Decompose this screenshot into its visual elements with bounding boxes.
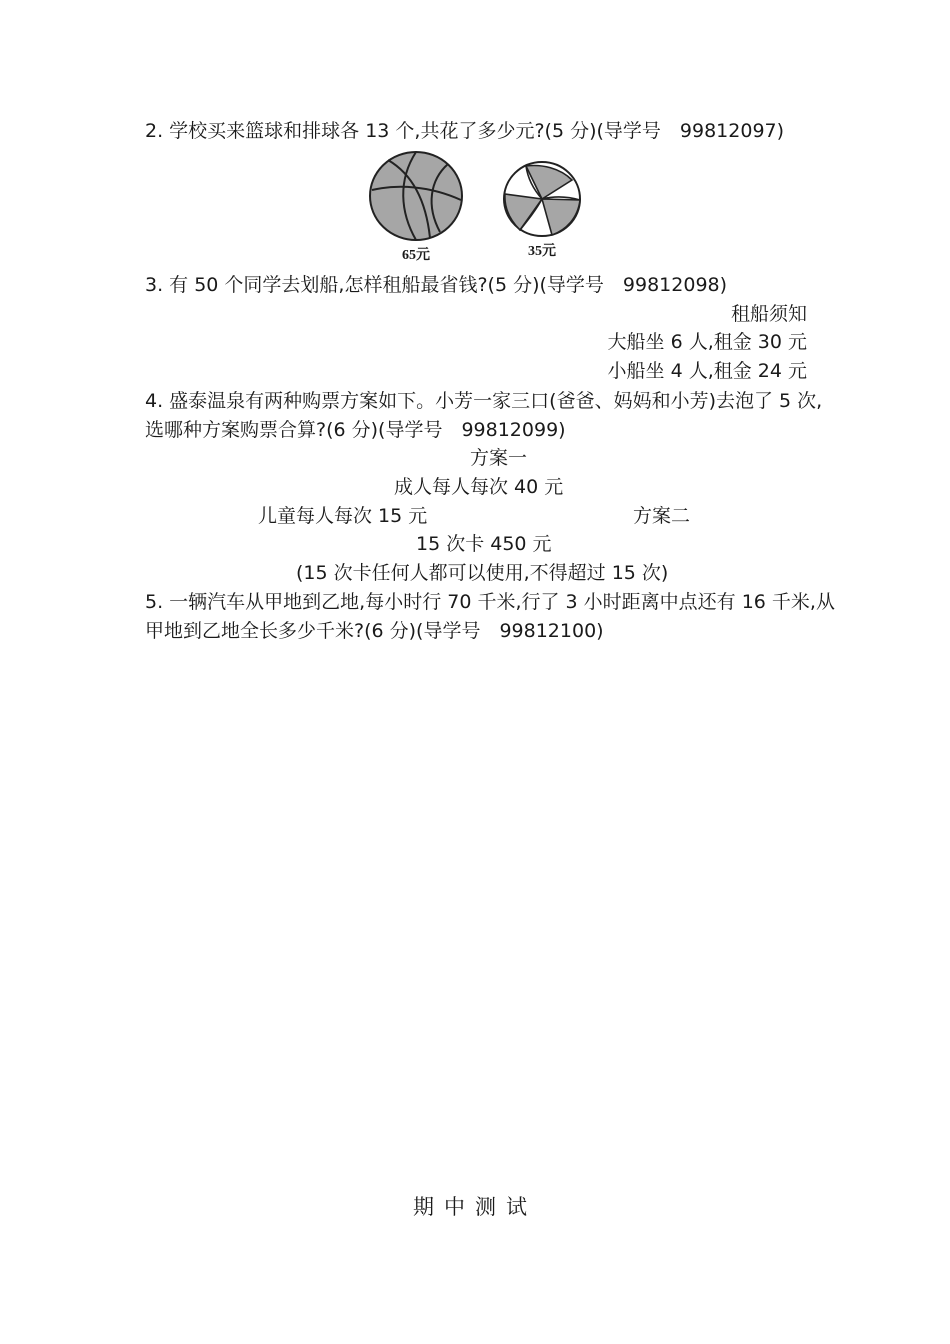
page-footer: 期中测试 <box>413 1195 537 1219</box>
basketball-price: 65元 <box>402 248 430 263</box>
plan-2-note: (15 次卡任何人都可以使用,不得超过 15 次) <box>296 562 669 584</box>
plan-2-card-price: 15 次卡 450 元 <box>416 533 552 555</box>
plan-1-title: 方案一 <box>470 447 528 469</box>
question-3-text: 3. 有 50 个同学去划船,怎样租船最省钱?(5 分)(导学号 99812098) <box>145 274 728 296</box>
volleyball-price: 35元 <box>528 244 556 259</box>
question-2-text: 2. 学校买来篮球和排球各 13 个,共花了多少元?(5 分)(导学号 99812097) <box>145 120 785 142</box>
plan-2-title: 方案二 <box>633 505 691 527</box>
small-boat-rule: 小船坐 4 人,租金 24 元 <box>607 360 807 382</box>
volleyball-icon <box>502 160 582 238</box>
plan-1-adult-price: 成人每人每次 40 元 <box>394 476 564 498</box>
question-4-line-1: 4. 盛泰温泉有两种购票方案如下。小芳一家三口(爸爸、妈妈和小芳)去泡了 5 次, <box>145 390 823 412</box>
boat-notice-title: 租船须知 <box>730 303 807 325</box>
basketball-icon <box>368 150 464 242</box>
volleyball-figure <box>500 160 584 260</box>
big-boat-rule: 大船坐 6 人,租金 30 元 <box>607 331 807 353</box>
plan-1-child-price: 儿童每人每次 15 元 <box>258 505 428 527</box>
basketball-figure <box>367 150 465 264</box>
question-5-line-1: 5. 一辆汽车从甲地到乙地,每小时行 70 千米,行了 3 小时距离中点还有 16 千米,从 <box>145 591 835 613</box>
question-4-line-2: 选哪种方案购票合算?(6 分)(导学号 99812099) <box>145 419 566 441</box>
question-5-line-2: 甲地到乙地全长多少千米?(6 分)(导学号 99812100) <box>145 620 604 642</box>
